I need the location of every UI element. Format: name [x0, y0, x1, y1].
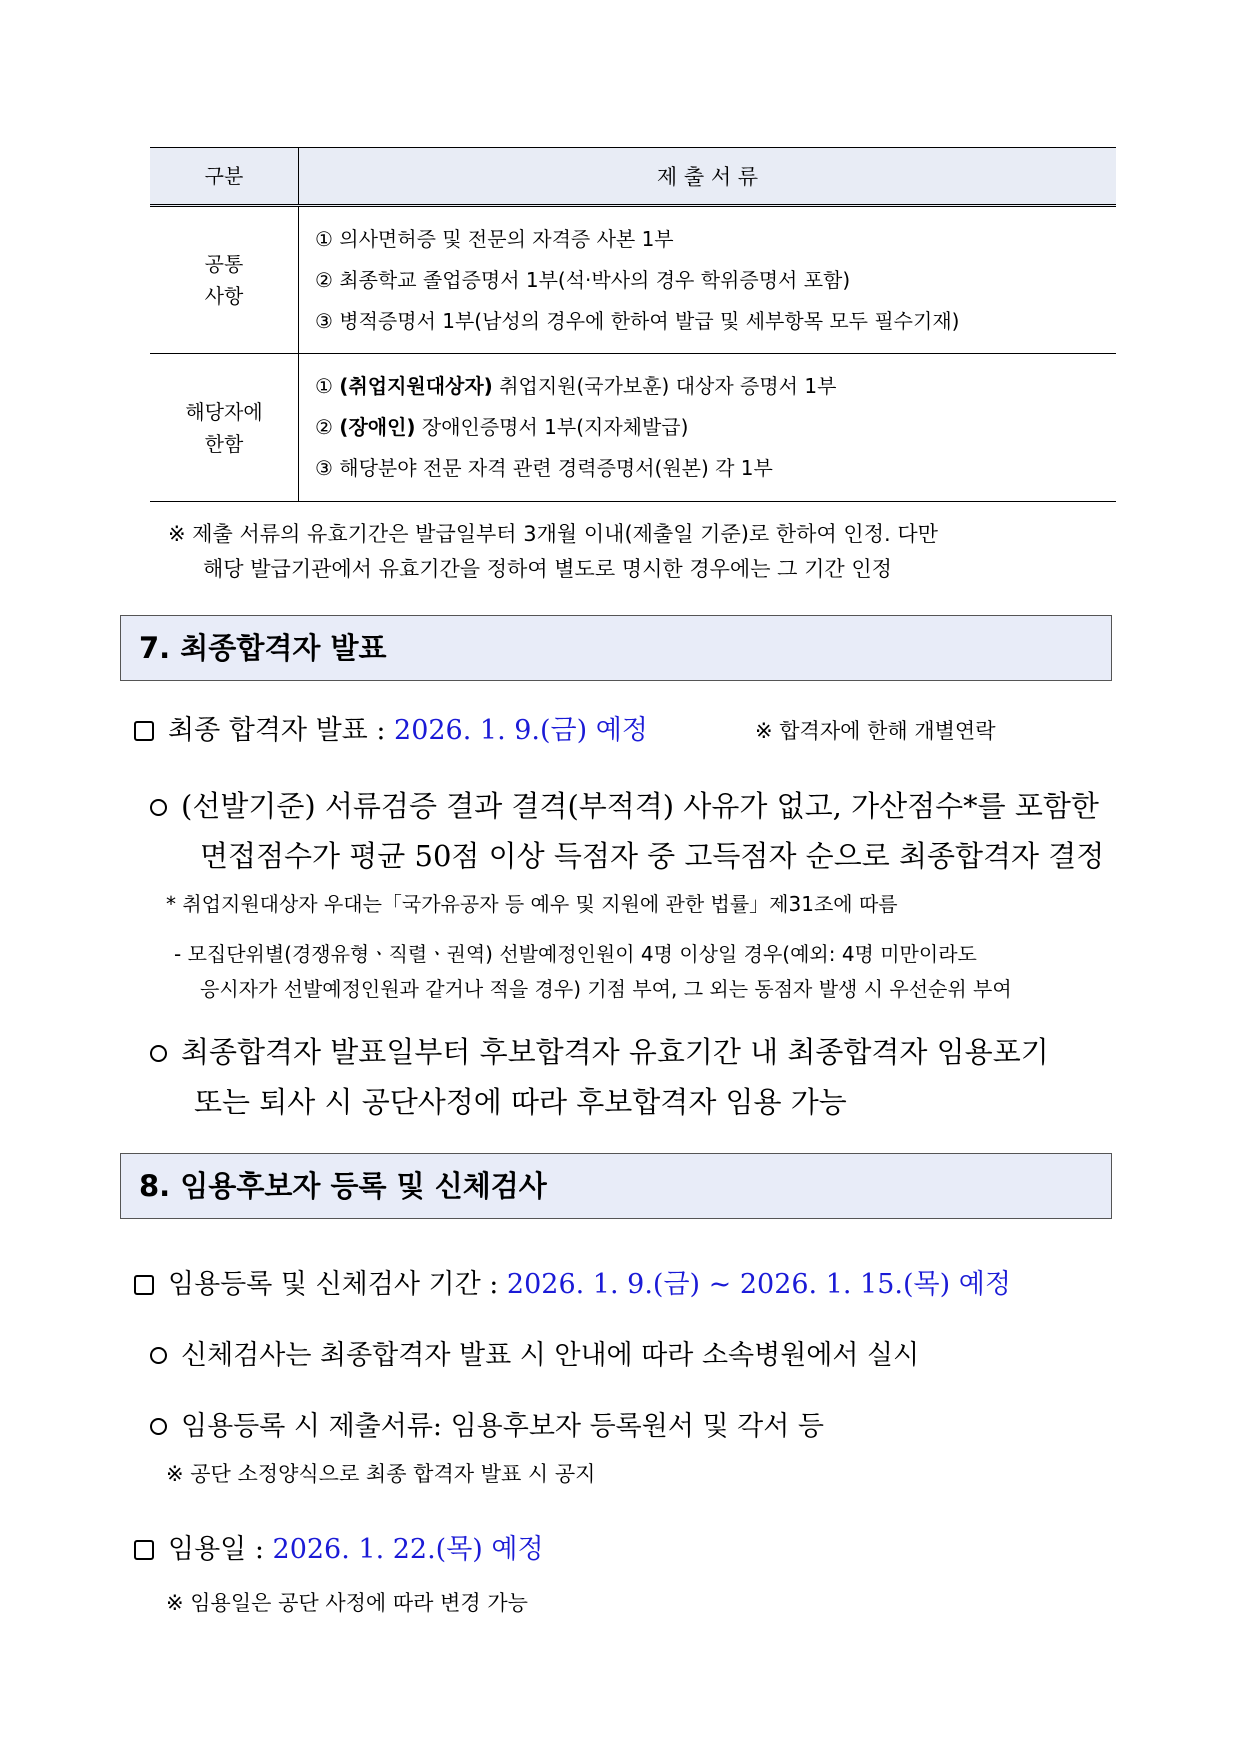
list-item: ② 최종학교 졸업증명서 1부(석·박사의 경우 학위증명서 포함) [315, 267, 851, 292]
registration-docs-note: ※ 공단 소정양식으로 최종 합격자 발표 시 공지 [166, 1462, 596, 1486]
reserve-candidate-line1: 최종합격자 발표일부터 후보합격자 유효기간 내 최종합격자 임용포기 [150, 1030, 1049, 1071]
tiebreak-line1: - 모집단위별(경쟁유형ㆍ직렬ㆍ권역) 선발예정인원이 4명 이상일 경우(예외: 4명 미만이라도 [174, 942, 977, 966]
category-line: 공통 [204, 252, 244, 276]
section7-title: 7. 최종합격자 발표 [139, 631, 387, 665]
square-bullet-icon [134, 1540, 154, 1560]
section7-header [120, 615, 1112, 681]
circle-bullet-icon [150, 799, 167, 816]
registration-docs-line: 임용등록 시 제출서류: 임용후보자 등록원서 및 각서 등 [150, 1404, 824, 1443]
list-item: ③ 병적증명서 1부(남성의 경우에 한하여 발급 및 세부항목 모두 필수기재) [315, 308, 960, 333]
list-item: ① 의사면허증 및 전문의 자격증 사본 1부 [315, 226, 674, 251]
required-documents-table [150, 147, 1116, 502]
section8-title: 8. 임용후보자 등록 및 신체검사 [139, 1169, 547, 1203]
circle-bullet-icon [150, 1418, 167, 1435]
final-announcement-line: 최종 합격자 발표 : 2026. 1. 9.(금) 예정 [134, 708, 648, 747]
appointment-date-line: 임용일 : 2026. 1. 22.(목) 예정 [134, 1527, 544, 1566]
row-items [299, 354, 1117, 502]
period-date: 2026. 1. 9.(금) ~ 2026. 1. 15.(목) 예정 [506, 1269, 1011, 1300]
list-item: ② (장애인) 장애인증명서 1부(지자체발급) [315, 415, 689, 439]
list-item: ① (취업지원대상자) 취업지원(국가보훈) 대상자 증명서 1부 [315, 374, 837, 398]
validity-note-line2: 해당 발급기관에서 유효기간을 정하여 별도로 명시한 경우에는 그 기간 인정 [203, 557, 892, 581]
veteran-footnote: * 취업지원대상자 우대는「국가유공자 등 예우 및 지원에 관한 법률」제31조에 따름 [166, 892, 898, 916]
tiebreak-line2: 응시자가 선발예정인원과 같거나 적을 경우) 기점 부여, 그 외는 동점자 발생 시 우선순위 부여 [200, 977, 1012, 1001]
row-category [150, 206, 299, 354]
appointment-date: 2026. 1. 22.(목) 예정 [272, 1534, 544, 1565]
section8-header [120, 1153, 1112, 1219]
registration-period-line: 임용등록 및 신체검사 기간 : 2026. 1. 9.(금) ~ 2026. 1. 15.(목) 예정 [134, 1262, 1011, 1301]
reserve-candidate-line2: 또는 퇴사 시 공단사정에 따라 후보합격자 임용 가능 [194, 1085, 847, 1119]
circle-bullet-icon [150, 1347, 167, 1364]
row-items [299, 206, 1117, 354]
header-category: 구분 [150, 148, 299, 206]
validity-note-line1: ※ 제출 서류의 유효기간은 발급일부터 3개월 이내(제출일 기준)로 한하여 인정. 다만 [168, 522, 938, 546]
square-bullet-icon [134, 1275, 154, 1295]
category-line: 한함 [204, 431, 244, 456]
physical-exam-line: 신체검사는 최종합격자 발표 시 안내에 따라 소속병원에서 실시 [150, 1333, 919, 1372]
appointment-note: ※ 임용일은 공단 사정에 따라 변경 가능 [166, 1591, 528, 1615]
circle-bullet-icon [150, 1045, 167, 1062]
list-item: ③ 해당분야 전문 자격 관련 경력증명서(원본) 각 1부 [315, 456, 773, 480]
header-documents: 제 출 서 류 [299, 148, 1117, 206]
category-line: 해당자에 [185, 399, 263, 424]
category-line: 사항 [204, 284, 244, 308]
row-category [150, 354, 299, 502]
table-row [150, 206, 1116, 354]
announce-date: 2026. 1. 9.(금) 예정 [394, 715, 648, 746]
table-row [150, 354, 1116, 502]
announce-note: ※ 합격자에 한해 개별연락 [755, 719, 996, 743]
square-bullet-icon [134, 721, 154, 741]
selection-criteria-line1: (선발기준) 서류검증 결과 결격(부적격) 사유가 없고, 가산점수*를 포함한 [150, 784, 1099, 825]
selection-criteria-line2: 면접점수가 평균 50점 이상 득점자 중 고득점자 순으로 최종합격자 결정 [200, 839, 1105, 873]
table-header-row [150, 148, 1116, 206]
